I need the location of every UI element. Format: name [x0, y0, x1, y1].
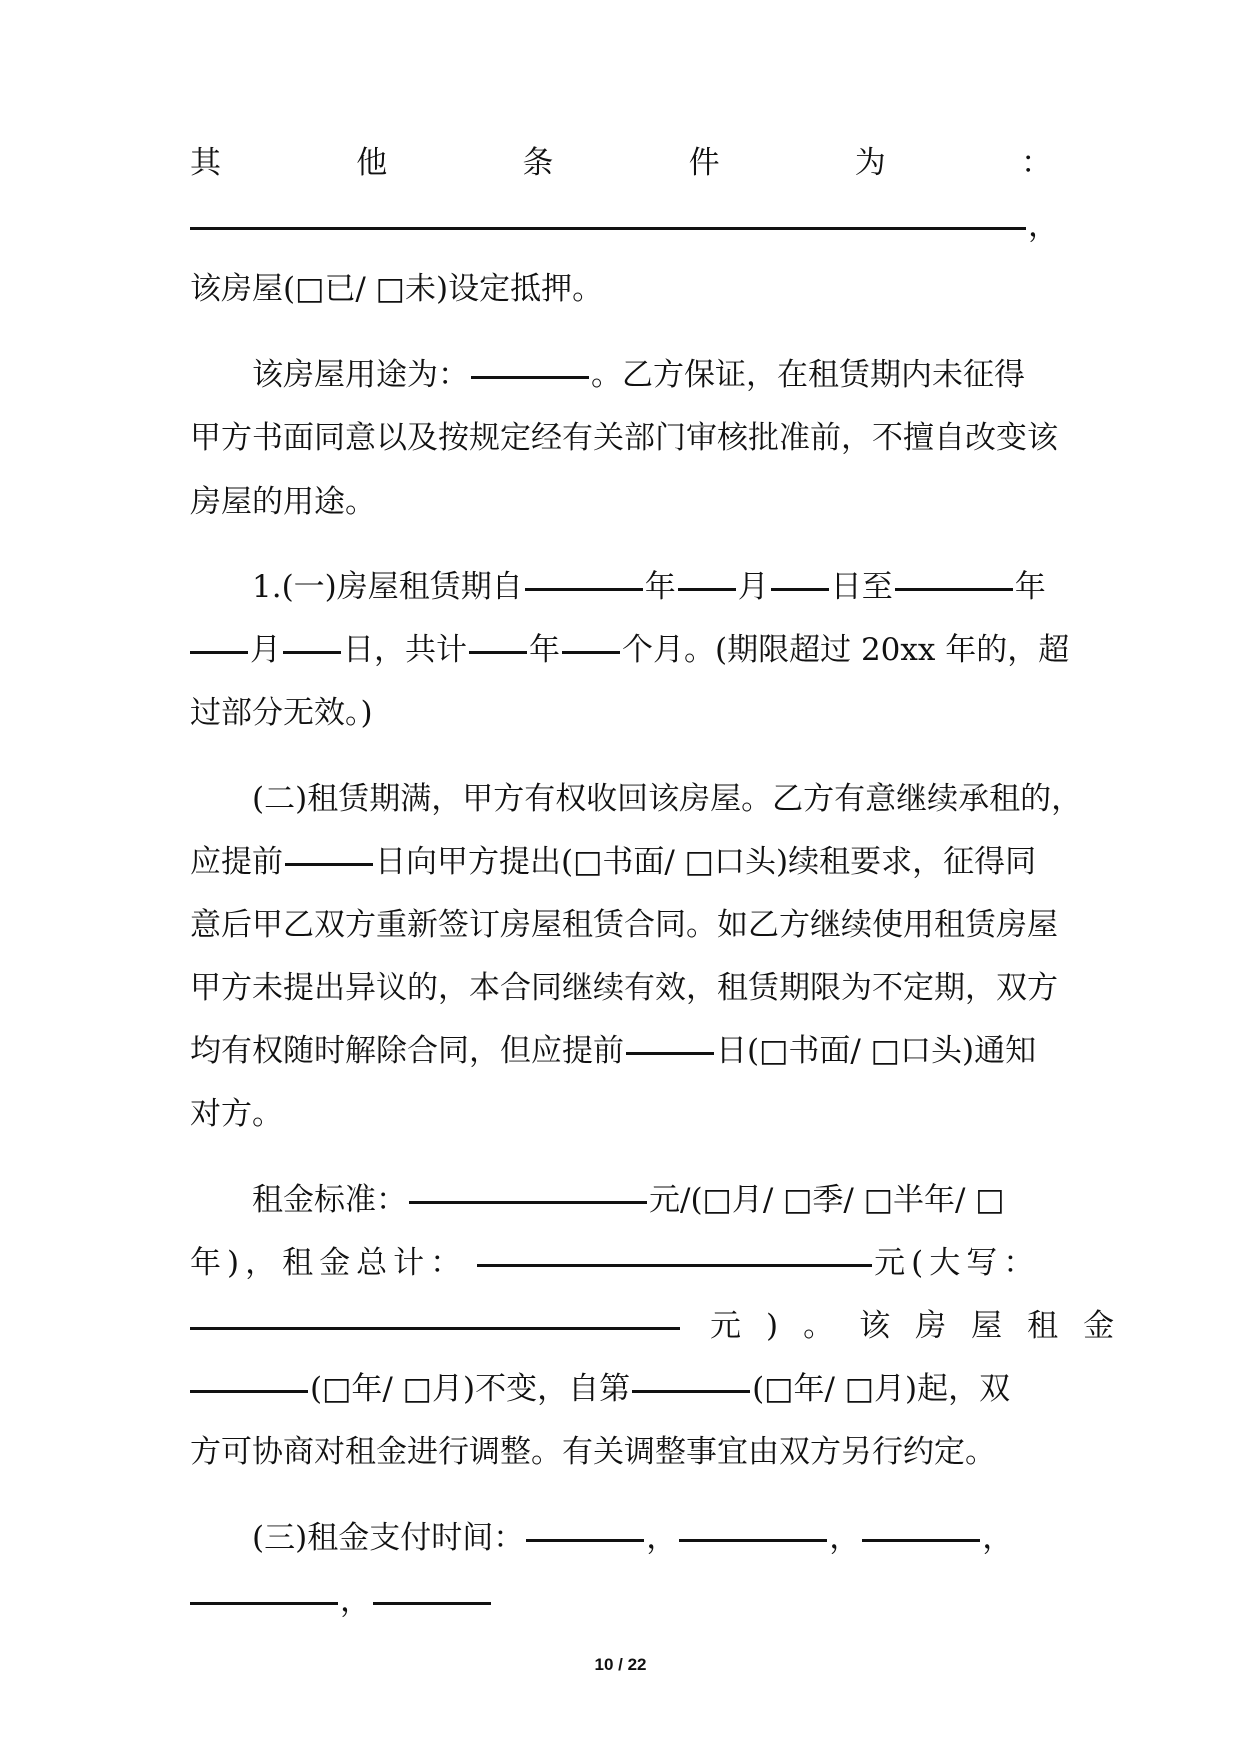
line-text: 1.(一)房屋租赁期自	[252, 569, 523, 605]
page-number: 10 / 22	[594, 1655, 647, 1674]
doc-line-20: 方可协商对租金进行调整。有关调整事宜由双方另行约定。	[190, 1434, 996, 1470]
fill-blank[interactable]	[562, 651, 620, 654]
doc-line-18	[190, 1296, 1140, 1356]
line-text: 应提前	[190, 844, 283, 880]
fill-blank[interactable]	[190, 1602, 338, 1605]
fill-blank[interactable]	[526, 1539, 644, 1542]
fill-blank[interactable]	[679, 1539, 827, 1542]
fill-blank[interactable]	[283, 651, 341, 654]
doc-line-19	[190, 1359, 1052, 1419]
doc-line-9: 过部分无效。)	[190, 695, 373, 731]
doc-line-1	[190, 133, 1052, 193]
spread-char: 件	[688, 145, 720, 181]
fill-blank[interactable]	[190, 1327, 680, 1330]
doc-line-5: 甲方书面同意以及按规定经有关部门审核批准前，不擅自改变该	[190, 420, 1058, 456]
fill-blank[interactable]	[626, 1052, 714, 1055]
fill-blank[interactable]	[190, 227, 1026, 230]
doc-line-2	[190, 196, 1059, 256]
line-text: 月	[737, 569, 769, 605]
fill-blank[interactable]	[409, 1201, 647, 1204]
line-text: 日，共计	[343, 632, 467, 668]
line-text: 年)，租金总计：	[190, 1245, 468, 1281]
fill-blank[interactable]	[525, 588, 643, 591]
line-text: 日(□书面/ □口头)通知	[716, 1033, 1037, 1069]
doc-line-3: 该房屋(□已/ □未)设定抵押。	[190, 271, 604, 307]
line-text: (三)租金支付时间：	[252, 1520, 525, 1556]
line-text: 元(大写：	[874, 1245, 1041, 1281]
line-text: 年	[529, 632, 560, 668]
doc-line-12: 意后甲乙双方重新签订房屋租赁合同。如乙方继续使用租赁房屋	[190, 907, 1058, 943]
line-text: 日至	[830, 569, 893, 605]
doc-line-10: (二)租赁期满，甲方有权收回该房屋。乙方有意继续承租的，	[252, 781, 1083, 817]
doc-line-15: 对方。	[190, 1096, 283, 1132]
fill-blank[interactable]	[190, 651, 248, 654]
line-text: 租金标准：	[252, 1182, 407, 1218]
line-text: 元)。该房屋租金	[710, 1308, 1140, 1344]
doc-line-14	[190, 1021, 1052, 1081]
doc-line-7	[252, 557, 1052, 617]
spread-char: 条	[522, 145, 554, 181]
line-text: 个月。(期限超过 20xx 年的，超	[622, 632, 1070, 668]
fill-blank[interactable]	[862, 1539, 980, 1542]
fill-blank[interactable]	[771, 588, 829, 591]
doc-line-17	[190, 1233, 1052, 1293]
line-text: 月	[250, 632, 281, 668]
doc-line-6: 房屋的用途。	[190, 484, 376, 520]
line-text: (□年/ □月)不变，自第	[310, 1371, 631, 1407]
spread-char: 其	[190, 145, 221, 181]
line-text: 年	[1014, 569, 1046, 605]
doc-line-11	[190, 832, 1052, 892]
doc-line-22	[190, 1571, 1052, 1631]
fill-blank[interactable]	[632, 1390, 750, 1393]
fill-blank[interactable]	[373, 1602, 491, 1605]
fill-blank[interactable]	[285, 863, 373, 866]
doc-line-21	[252, 1508, 1052, 1568]
line-text: 年	[644, 569, 676, 605]
line-text: 该房屋用途为：	[252, 357, 469, 393]
line-text: ，	[982, 1520, 1014, 1556]
line-text: 。乙方保证，在租赁期内未征得	[591, 357, 1025, 393]
spread-char: 为	[854, 145, 886, 181]
doc-line-16	[252, 1170, 1052, 1230]
line-text: ，	[829, 1520, 861, 1556]
line-text: 元/(□月/ □季/ □半年/ □	[649, 1182, 1005, 1218]
line-text: 日向甲方提出(□书面/ □口头)续租要求，征得同	[375, 844, 1037, 880]
line-text: (□年/ □月)起，双	[752, 1371, 1011, 1407]
spread-char: 他	[356, 145, 388, 181]
doc-line-13: 甲方未提出异议的，本合同继续有效，租赁期限为不定期，双方	[190, 970, 1058, 1006]
fill-blank[interactable]	[469, 651, 527, 654]
fill-blank[interactable]	[477, 1264, 872, 1267]
doc-line-8	[190, 620, 1070, 680]
doc-line-4	[252, 345, 1052, 405]
fill-blank[interactable]	[190, 1390, 308, 1393]
line-text: ，	[646, 1520, 678, 1556]
line-text: 均有权随时解除合同，但应提前	[190, 1033, 624, 1069]
fill-blank[interactable]	[471, 376, 589, 379]
spread-char: ：	[1020, 145, 1052, 181]
fill-blank[interactable]	[895, 588, 1013, 591]
line-text: ，	[1028, 208, 1059, 244]
line-text: ，	[340, 1583, 371, 1619]
fill-blank[interactable]	[678, 588, 736, 591]
